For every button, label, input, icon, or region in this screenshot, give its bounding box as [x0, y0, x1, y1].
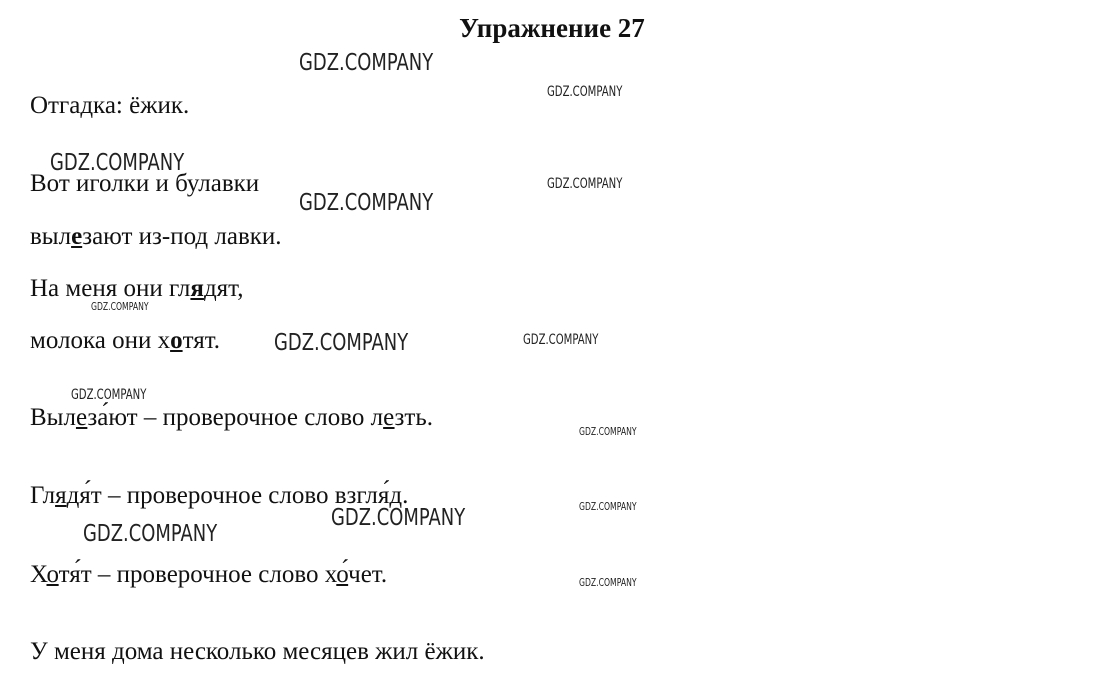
check-line-2: Глядя́т – проверочное слово взгля́д.	[30, 482, 409, 509]
poem-line-3: На меня они глядят,	[30, 275, 244, 302]
underlined-vowel: о	[46, 561, 59, 588]
watermark: GDZ.COMPANY	[299, 50, 434, 76]
watermark: GDZ.COMPANY	[91, 300, 149, 313]
watermark: GDZ.COMPANY	[547, 176, 623, 192]
watermark: GDZ.COMPANY	[523, 332, 599, 348]
underlined-vowel: е	[75, 404, 88, 431]
watermark: GDZ.COMPANY	[71, 387, 147, 403]
watermark: GDZ.COMPANY	[547, 84, 623, 100]
highlighted-vowel: я	[190, 275, 204, 302]
watermark: GDZ.COMPANY	[50, 150, 185, 176]
underlined-vowel: е	[383, 404, 395, 431]
highlighted-vowel: о	[170, 327, 183, 354]
final-sentence: У меня дома несколько месяцев жил ёжик.	[30, 638, 485, 665]
check-line-1: Вылеза́ют – проверочное слово лезть.	[30, 404, 433, 431]
poem-line-2: вылезают из-под лавки.	[30, 223, 282, 250]
watermark: GDZ.COMPANY	[579, 425, 637, 438]
highlighted-vowel: е	[71, 223, 83, 250]
answer-line: Отгадка: ёжик.	[30, 92, 190, 119]
poem-line-4: молока они хотят.	[30, 327, 220, 354]
underlined-vowel: о́	[336, 561, 349, 588]
watermark: GDZ.COMPANY	[331, 505, 466, 531]
check-line-3: Хотя́т – проверочное слово хо́чет.	[30, 561, 388, 588]
watermark: GDZ.COMPANY	[83, 521, 218, 547]
underlined-vowel: я	[55, 482, 67, 509]
poem-line-1: Вот иголки и булавки	[30, 170, 260, 197]
watermark: GDZ.COMPANY	[579, 500, 637, 513]
exercise-title: Упражнение 27	[459, 13, 645, 43]
watermark: GDZ.COMPANY	[274, 330, 409, 356]
watermark: GDZ.COMPANY	[579, 576, 637, 589]
watermark: GDZ.COMPANY	[299, 190, 434, 216]
